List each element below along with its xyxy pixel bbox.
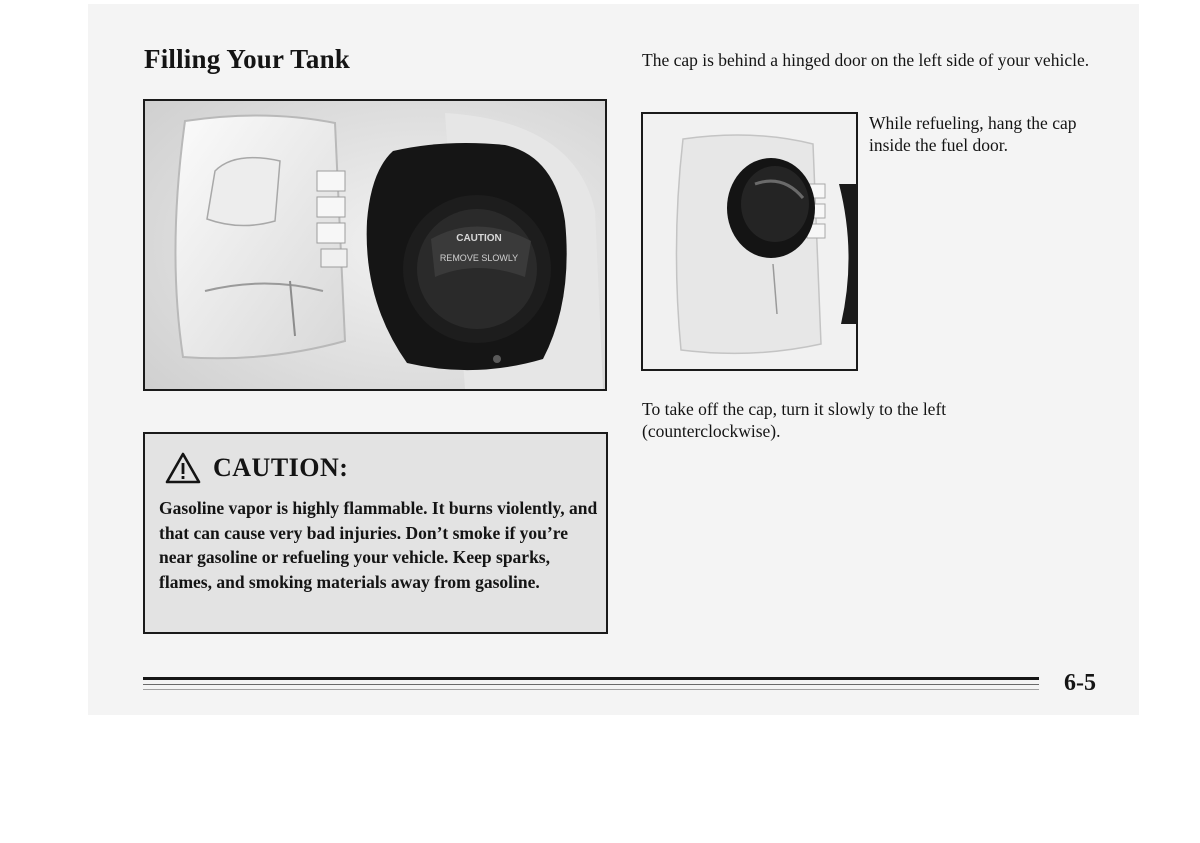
page-title: Filling Your Tank — [144, 44, 351, 74]
cap-hanging-photo — [641, 112, 858, 371]
caution-heading — [165, 448, 348, 488]
remove-cap-paragraph: To take off the cap, turn it slowly to the left (counterclockwise). — [642, 399, 947, 441]
fuel-door-photo — [143, 99, 607, 391]
hang-cap-paragraph: While refueling, hang the cap inside the fuel door. — [869, 113, 1077, 155]
caution-body: Gasoline vapor is highly flammable. It burns violently, and that can cause very bad injuries. Don’t smoke if you’re near gasoline or refueling your vehicle. Keep sparks, flames, and smoking materials away from gasoline. — [159, 498, 598, 592]
fuel-door-open-icon — [145, 101, 605, 389]
caution-box — [143, 432, 608, 634]
cap-caution-label: CAUTION — [456, 233, 502, 244]
fuel-cap-hanging-icon — [643, 114, 856, 369]
footer-rule-faint — [143, 689, 1039, 690]
footer-rule — [143, 677, 1039, 680]
intro-paragraph: The cap is behind a hinged door on the left side of your vehicle. — [642, 50, 1090, 70]
warning-triangle-icon — [165, 451, 201, 485]
caution-label: CAUTION: — [213, 453, 349, 482]
cap-remove-label: REMOVE SLOWLY — [439, 253, 519, 263]
footer-rule-thin — [143, 684, 1039, 685]
page-number: 6-5 — [1064, 670, 1096, 696]
